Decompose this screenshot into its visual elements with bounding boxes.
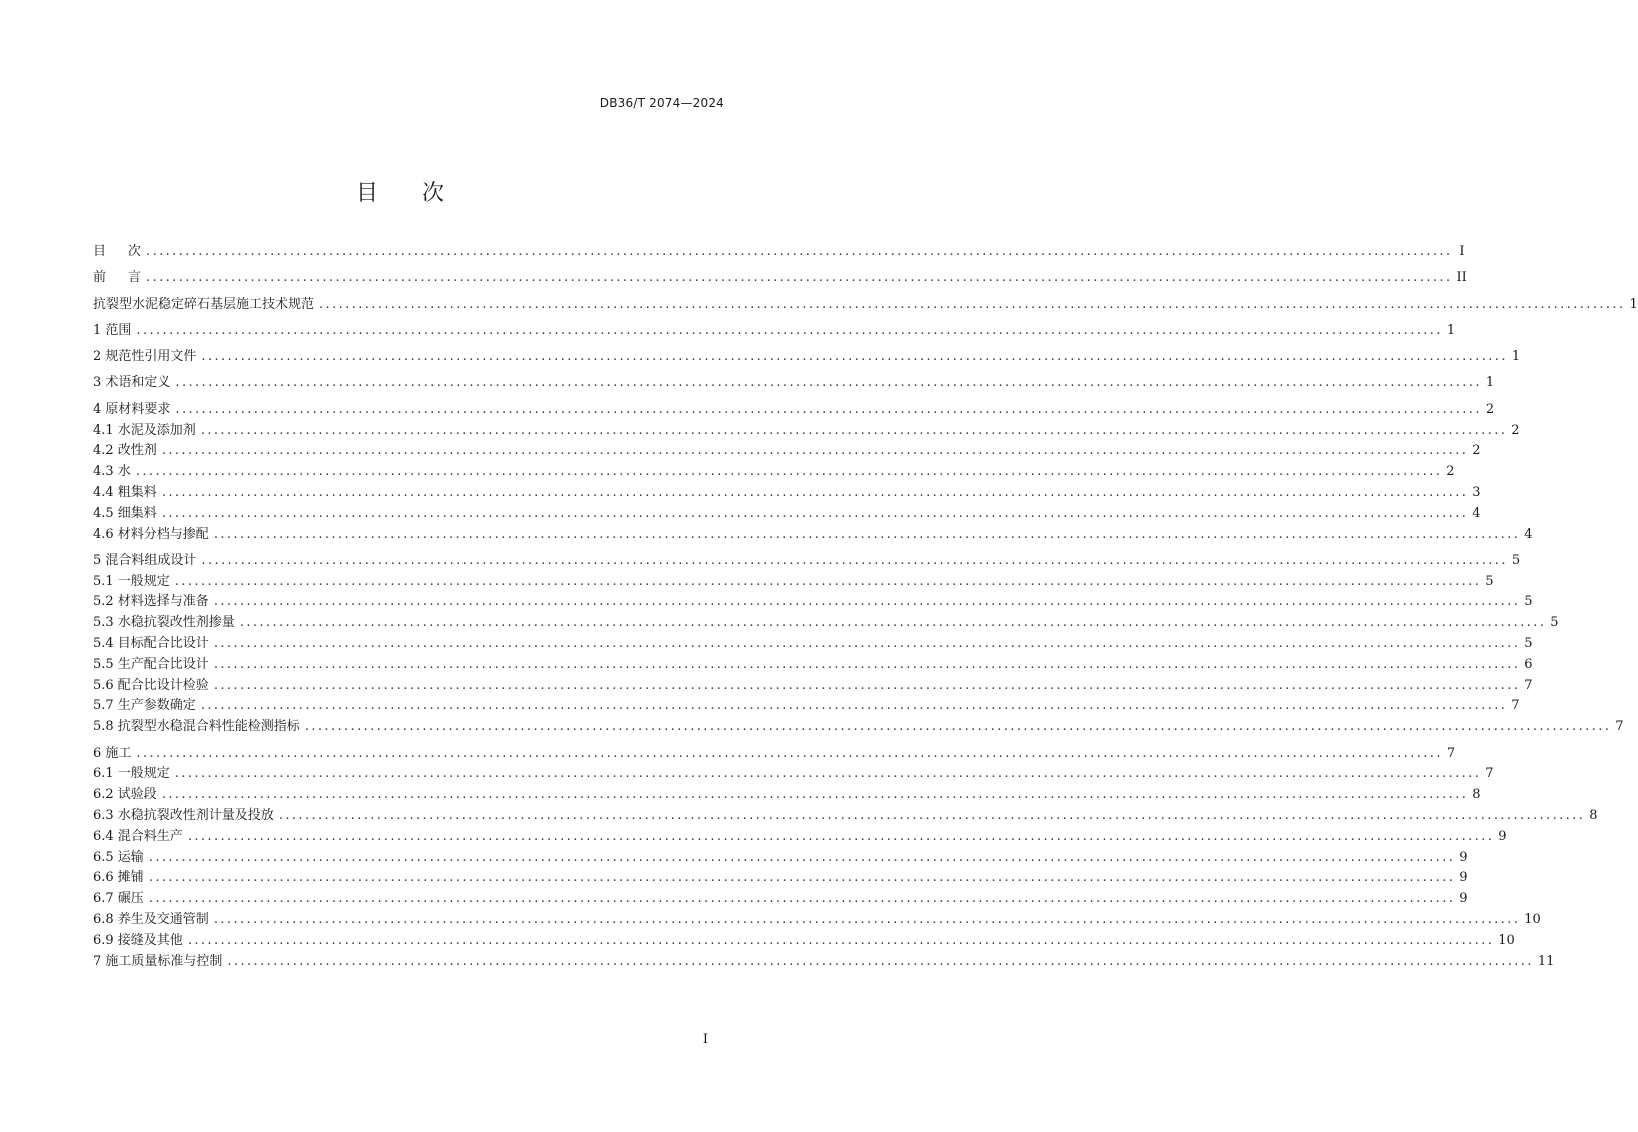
toc-entry[interactable] <box>93 910 1541 931</box>
toc-entry-page: 9 <box>1459 891 1468 907</box>
toc-entry-page: 10 <box>1524 911 1541 927</box>
toc-entry-label: 抗裂型水泥稳定碎石基层施工技术规范 <box>93 296 315 312</box>
toc-entry[interactable] <box>93 744 1456 765</box>
toc-leader-dots: ........................................................................................................................................................................................................ <box>213 677 1521 693</box>
toc-entry-page: 7 <box>1615 719 1624 735</box>
toc-entry-label: 4.2 改性剂 <box>93 443 157 459</box>
toc-entry[interactable] <box>93 717 1624 738</box>
toc-leader-dots: ........................................................................................................................................................................................................ <box>161 484 1469 500</box>
toc-leader-dots: ........................................................................................................................................................................................................ <box>135 464 1443 480</box>
toc-entry-page: 1 <box>1446 322 1456 338</box>
toc-leader-dots: ........................................................................................................................................................................................................ <box>136 322 1443 338</box>
toc-entry-label: 2 规范性引用文件 <box>93 349 197 365</box>
toc-entry-page: 2 <box>1485 401 1495 417</box>
toc-entry-page: 7 <box>1524 677 1533 693</box>
toc-entry-page: 2 <box>1511 422 1520 438</box>
toc-entry[interactable] <box>93 572 1494 593</box>
toc-entry-page: 11 <box>1537 953 1555 969</box>
toc-leader-dots: ........................................................................................................................................................................................................ <box>161 505 1469 521</box>
toc-entry[interactable] <box>93 373 1495 394</box>
toc-entry[interactable] <box>93 676 1533 697</box>
toc-leader-dots: ........................................................................................................................................................................................................ <box>213 594 1521 610</box>
toc-entry-label: 6.5 运输 <box>93 849 144 865</box>
toc-entry-page: II <box>1456 270 1467 286</box>
toc-leader-dots: ........................................................................................................................................................................................................ <box>304 719 1612 735</box>
toc-entry[interactable] <box>93 696 1520 717</box>
toc-entry-page: 4 <box>1524 526 1533 542</box>
toc-entry-label: 前 言 <box>93 270 142 286</box>
toc-entry[interactable] <box>93 504 1481 525</box>
toc-entry-page: 9 <box>1498 828 1507 844</box>
toc-leader-dots: ........................................................................................................................................................................................................ <box>213 656 1521 672</box>
toc-entry[interactable] <box>93 462 1455 483</box>
toc-entry-label: 4.1 水泥及添加剂 <box>93 422 196 438</box>
toc-leader-dots: ........................................................................................................................................................................................................ <box>146 244 1453 259</box>
toc-entry-page: 3 <box>1472 484 1481 500</box>
toc-leader-dots: ........................................................................................................................................................................................................ <box>213 526 1521 542</box>
toc-entry-label: 5.4 目标配合比设计 <box>93 636 209 652</box>
toc-entry[interactable] <box>93 551 1521 572</box>
toc-entry-label: 6 施工 <box>93 745 132 761</box>
toc-entry-label: 4.3 水 <box>93 464 131 480</box>
toc-entry-page: 5 <box>1524 594 1533 610</box>
toc-entry-page: 8 <box>1589 807 1598 823</box>
document-code: DB36/T 2074—2024 <box>599 96 724 110</box>
toc-entry-page: 9 <box>1459 849 1468 865</box>
toc-entry-page: 5 <box>1485 573 1494 589</box>
toc-entry-label: 6.8 养生及交通管制 <box>93 911 209 927</box>
toc-entry-page: 10 <box>1498 932 1515 948</box>
toc-title-char: 次 <box>422 181 445 206</box>
toc-entry[interactable] <box>93 806 1598 827</box>
toc-entry[interactable] <box>93 268 1467 289</box>
toc-entry[interactable] <box>93 764 1494 785</box>
toc-leader-dots: ........................................................................................................................................................................................................ <box>136 745 1443 761</box>
toc-entry[interactable] <box>93 634 1533 655</box>
toc-list <box>93 242 1638 972</box>
toc-entry-label: 4.5 细集料 <box>93 505 157 521</box>
toc-leader-dots: ........................................................................................................................................................................................................ <box>174 766 1482 782</box>
toc-leader-dots: ........................................................................................................................................................................................................ <box>174 573 1482 589</box>
toc-entry-page: 9 <box>1459 870 1468 886</box>
toc-leader-dots: ........................................................................................................................................................................................................ <box>319 296 1626 312</box>
toc-entry-label: 4 原材料要求 <box>93 401 171 417</box>
toc-entry-label: 5.2 材料选择与准备 <box>93 594 209 610</box>
toc-entry-label: 4.6 材料分档与掺配 <box>93 526 209 542</box>
toc-leader-dots: ........................................................................................................................................................................................................ <box>213 911 1521 927</box>
toc-entry-page: 2 <box>1446 464 1455 480</box>
toc-entry-label: 6.6 摊铺 <box>93 870 144 886</box>
toc-entry[interactable] <box>93 785 1481 806</box>
toc-entry-page: 7 <box>1485 766 1494 782</box>
toc-entry-label: 4.4 粗集料 <box>93 484 157 500</box>
toc-entry-label: 7 施工质量标准与控制 <box>93 953 223 969</box>
toc-entry-label: 5.6 配合比设计检验 <box>93 677 209 693</box>
toc-entry-page: 4 <box>1472 505 1481 521</box>
toc-entry[interactable] <box>93 421 1520 442</box>
toc-entry-label: 6.4 混合料生产 <box>93 828 183 844</box>
toc-entry-label: 5.7 生产参数确定 <box>93 698 196 714</box>
toc-entry[interactable] <box>93 525 1533 546</box>
toc-leader-dots: ........................................................................................................................................................................................................ <box>201 349 1508 365</box>
toc-entry[interactable] <box>93 889 1468 910</box>
toc-leader-dots: ........................................................................................................................................................................................................ <box>175 401 1482 417</box>
toc-entry[interactable] <box>93 868 1468 889</box>
toc-leader-dots: ........................................................................................................................................................................................................ <box>187 932 1495 948</box>
page-number: I <box>702 1032 708 1047</box>
toc-entry-label: 6.2 试验段 <box>93 787 157 803</box>
toc-entry-page: I <box>1459 244 1465 259</box>
toc-entry-label: 5.3 水稳抗裂改性剂掺量 <box>93 615 235 631</box>
toc-entry[interactable] <box>93 655 1533 676</box>
toc-entry-label: 6.3 水稳抗裂改性剂计量及投放 <box>93 807 274 823</box>
toc-entry[interactable] <box>93 347 1521 368</box>
toc-leader-dots: ........................................................................................................................................................................................................ <box>213 636 1521 652</box>
toc-entry-label: 5.1 一般规定 <box>93 573 170 589</box>
toc-entry[interactable] <box>93 952 1555 973</box>
toc-entry-label: 6.1 一般规定 <box>93 766 170 782</box>
toc-entry-page: 5 <box>1550 615 1559 631</box>
toc-entry[interactable] <box>93 931 1515 952</box>
toc-entry-page: 7 <box>1511 698 1520 714</box>
toc-leader-dots: ........................................................................................................................................................................................................ <box>278 807 1586 823</box>
toc-entry[interactable] <box>93 483 1481 504</box>
toc-entry[interactable] <box>93 441 1481 462</box>
toc-leader-dots: ........................................................................................................................................................................................................ <box>200 698 1508 714</box>
toc-entry-page: 1 <box>1629 296 1638 312</box>
toc-entry-page: 5 <box>1511 552 1521 568</box>
toc-entry-label: 5 混合料组成设计 <box>93 552 197 568</box>
toc-entry-label: 3 术语和定义 <box>93 375 171 391</box>
toc-entry-label: 6.7 碾压 <box>93 891 144 907</box>
toc-entry-page: 8 <box>1472 787 1481 803</box>
toc-leader-dots: ........................................................................................................................................................................................................ <box>161 787 1469 803</box>
toc-leader-dots: ........................................................................................................................................................................................................ <box>201 552 1508 568</box>
toc-entry-label: 5.8 抗裂型水稳混合料性能检测指标 <box>93 719 300 735</box>
toc-leader-dots: ........................................................................................................................................................................................................ <box>239 615 1547 631</box>
toc-entry-label: 5.5 生产配合比设计 <box>93 656 209 672</box>
toc-entry-page: 1 <box>1485 375 1495 391</box>
toc-title-char: 目 <box>355 181 378 206</box>
toc-entry[interactable] <box>93 592 1533 613</box>
toc-entry[interactable] <box>93 321 1456 342</box>
toc-entry[interactable] <box>93 848 1468 869</box>
toc-entry-page: 1 <box>1511 349 1521 365</box>
toc-leader-dots: ........................................................................................................................................................................................................ <box>175 375 1482 391</box>
toc-leader-dots: ........................................................................................................................................................................................................ <box>148 870 1456 886</box>
toc-entry-label: 6.9 接缝及其他 <box>93 932 183 948</box>
toc-leader-dots: ........................................................................................................................................................................................................ <box>161 443 1469 459</box>
toc-leader-dots: ........................................................................................................................................................................................................ <box>148 891 1456 907</box>
toc-entry[interactable] <box>93 242 1465 263</box>
toc-entry[interactable] <box>93 400 1495 421</box>
toc-entry[interactable] <box>93 295 1638 316</box>
toc-leader-dots: ........................................................................................................................................................................................................ <box>146 270 1453 286</box>
toc-entry[interactable] <box>93 827 1507 848</box>
toc-leader-dots: ........................................................................................................................................................................................................ <box>148 849 1456 865</box>
toc-title <box>0 176 800 207</box>
toc-leader-dots: ........................................................................................................................................................................................................ <box>200 422 1508 438</box>
toc-entry-page: 7 <box>1446 745 1456 761</box>
toc-entry-page: 2 <box>1472 443 1481 459</box>
toc-entry-label: 目 次 <box>93 244 142 259</box>
toc-entry-label: 1 范围 <box>93 322 132 338</box>
toc-entry-page: 5 <box>1524 636 1533 652</box>
toc-leader-dots: ........................................................................................................................................................................................................ <box>227 953 1534 969</box>
toc-entry[interactable] <box>93 613 1559 634</box>
toc-entry-page: 6 <box>1524 656 1533 672</box>
toc-leader-dots: ........................................................................................................................................................................................................ <box>187 828 1495 844</box>
